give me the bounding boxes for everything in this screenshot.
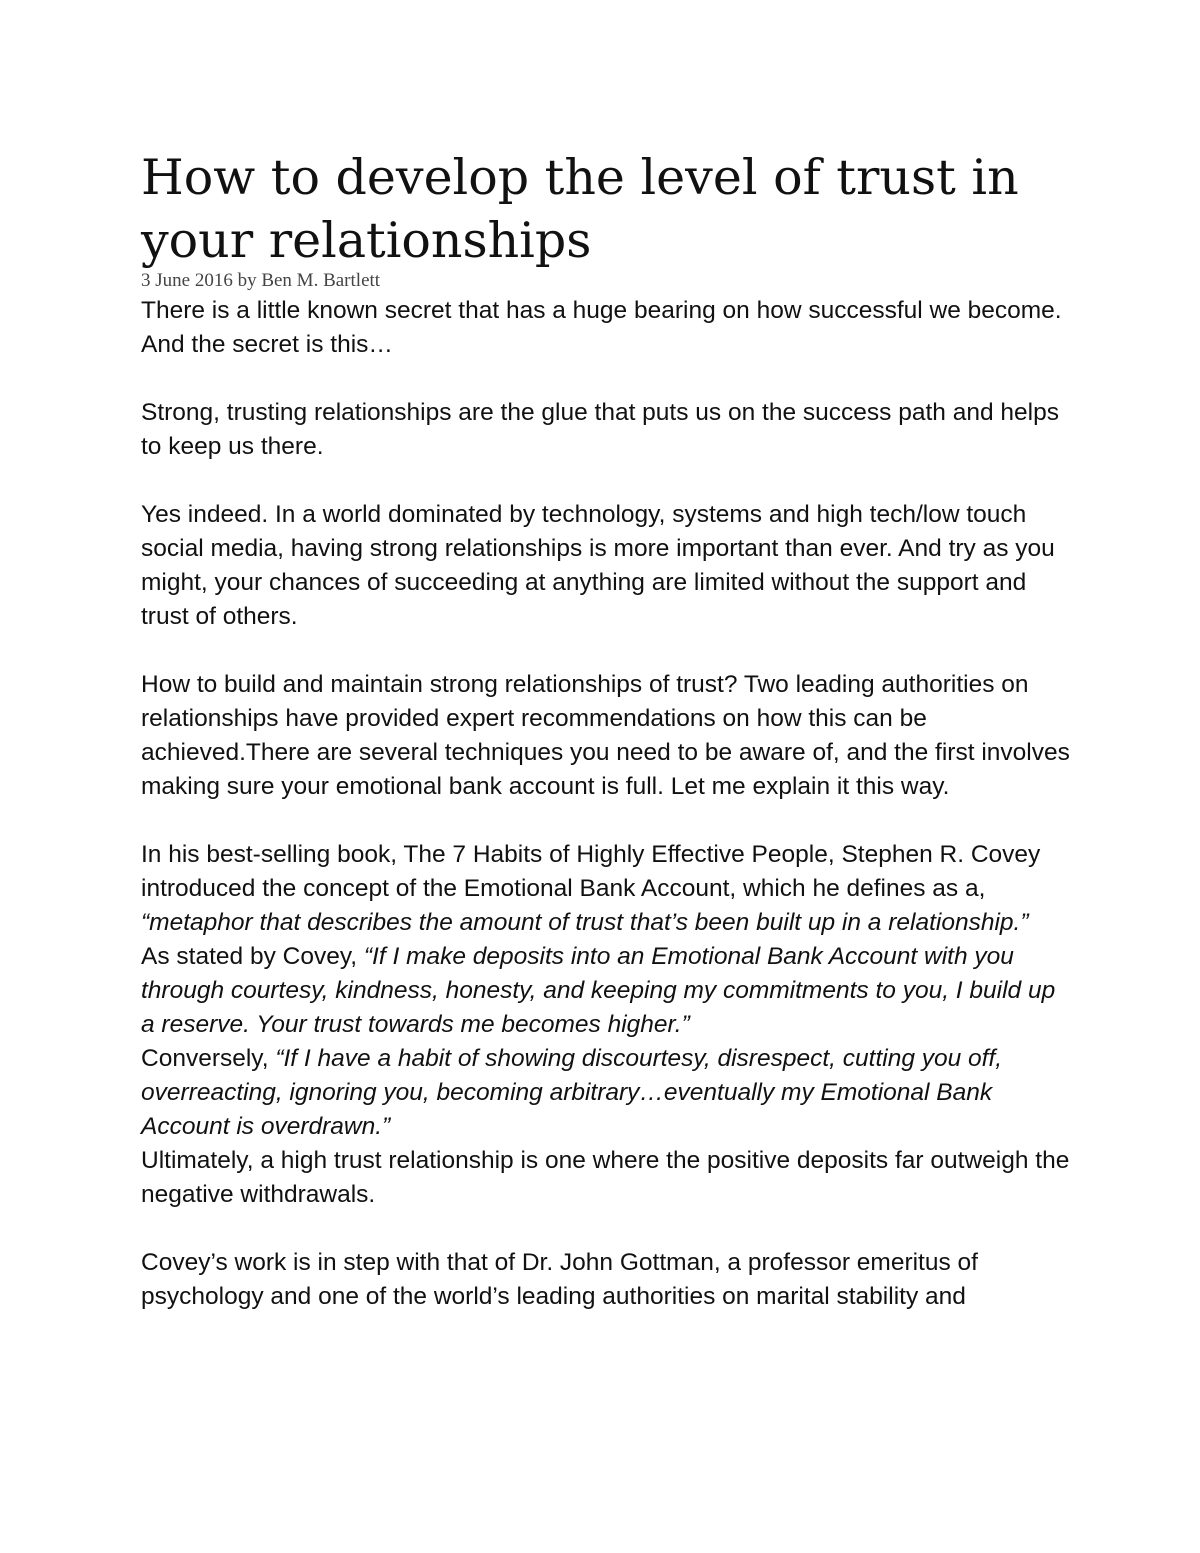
article-body (141, 146, 1071, 1314)
paragraph-covey-deposits-lead: As stated by Covey, (141, 943, 364, 970)
paragraph-conversely (141, 1042, 1071, 1144)
paragraph-covey-deposits (141, 940, 1071, 1042)
article-text (141, 294, 1071, 1314)
article-title: How to develop the level of trust in your relationships (141, 149, 1019, 269)
paragraph-covey-book (141, 838, 1071, 940)
paragraph-covey-deposits-quote: “If I make deposits into an Emotional Bank Account with you through courtesy, kindness, honesty, and keeping my commitments to you, I build up a reserve. Your trust towards me becomes higher.” (141, 943, 1056, 1038)
paragraph-conversely-quote: “If I have a habit of showing discourtesy, disrespect, cutting you off, overreacting, ignoring you, becoming arbitrary…eventually my Emotional Bank Account is overdrawn.” (141, 1045, 1003, 1140)
paragraph-covey-book-quote: “metaphor that describes the amount of trust that’s been built up in a relationship.” (141, 909, 1029, 936)
paragraph-gottman: Covey’s work is in step with that of Dr. John Gottman, a professor emeritus of psychology and one of the world’s leading authorities on marital stability and (141, 1249, 978, 1310)
paragraph-ultimately: Ultimately, a high trust relationship is one where the positive deposits far outweigh the negative withdrawals. (141, 1147, 1070, 1208)
paragraph-authorities: How to build and maintain strong relationships of trust? Two leading authorities on relationships have provided expert recommendations on how this can be achieved.There are several techniques you need to be aware of, and the first involves making sure your emotional bank account is full. Let me explain it this way. (141, 671, 1070, 800)
article-byline: 3 June 2016 by Ben M. Bartlett (141, 270, 381, 291)
paragraph-glue: Strong, trusting relationships are the glue that puts us on the success path and helps to keep us there. (141, 399, 1059, 460)
paragraph-intro: There is a little known secret that has a huge bearing on how successful we become. And the secret is this… (141, 297, 1062, 358)
paragraph-covey-book-lead: In his best-selling book, The 7 Habits of Highly Effective People, Stephen R. Covey introduced the concept of the Emotional Bank Account, which he defines as a, (141, 841, 1041, 902)
paragraph-conversely-lead: Conversely, (141, 1045, 276, 1072)
paragraph-technology: Yes indeed. In a world dominated by technology, systems and high tech/low touch social media, having strong relationships is more important than ever. And try as you might, your chances of succeeding at anything are limited without the support and trust of others. (141, 501, 1055, 630)
